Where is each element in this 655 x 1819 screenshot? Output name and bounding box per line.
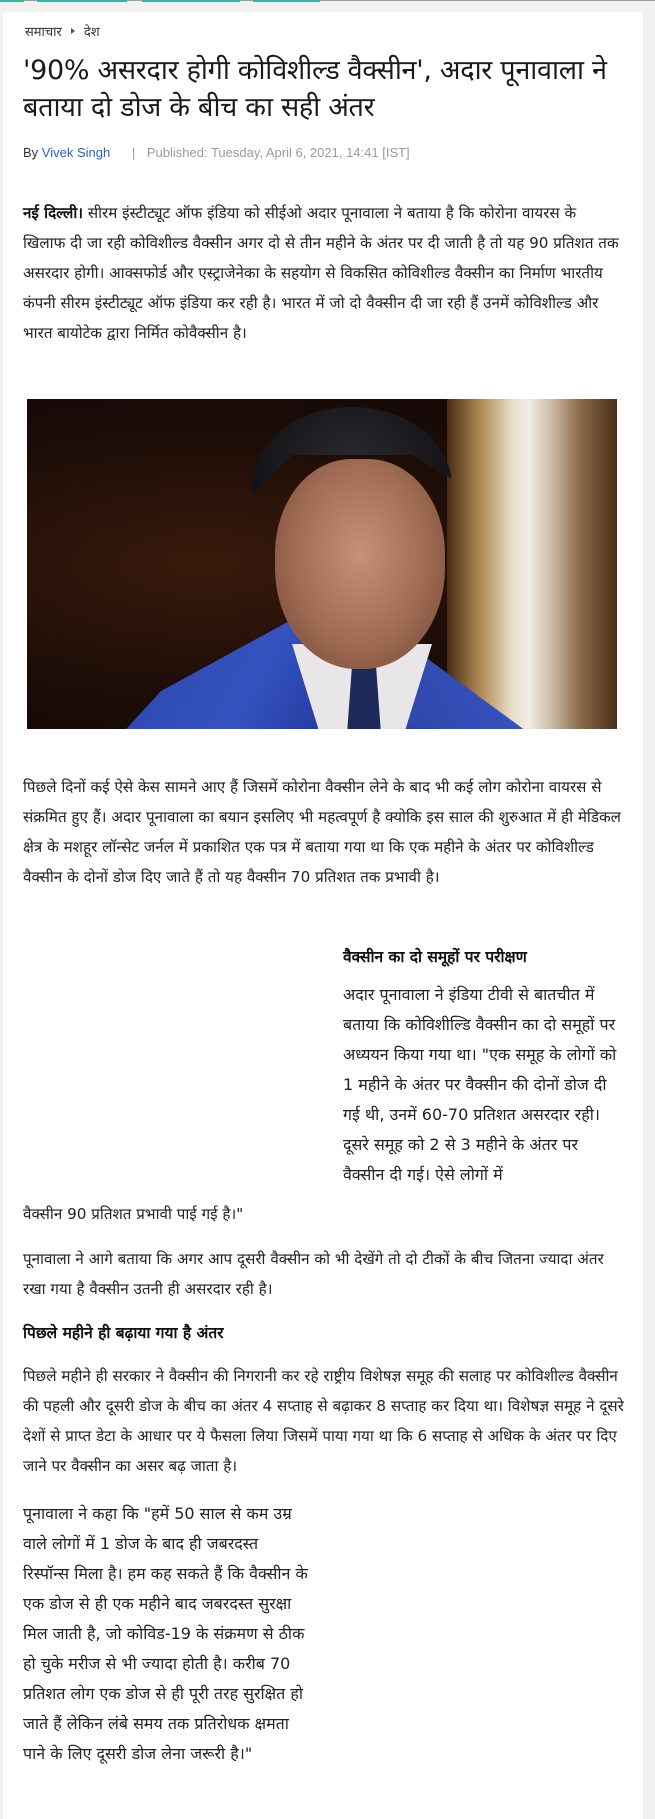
paragraph-3-continued: वैक्सीन 90 प्रतिशत प्रभावी पाई गई है।"	[23, 1205, 244, 1223]
image-curtain	[447, 399, 617, 729]
breadcrumb-item-country[interactable]: देश	[83, 25, 100, 40]
breadcrumb-item-news[interactable]: समाचार	[25, 25, 62, 40]
top-tab-2[interactable]	[37, 0, 127, 2]
top-tab-4[interactable]	[253, 0, 320, 2]
paragraph-intro	[23, 198, 623, 348]
article-card	[3, 12, 643, 1819]
ad-slot-left	[23, 942, 323, 1192]
paragraph-3: अदार पूनावाला ने इंडिया टीवी से बातचीत में बताया कि कोविशील्डि वैक्सीन का दो समूहों पर अध्ययन किया गया था। "एक समूह के लोगों को 1 महीने के अंतर पर वैक्सीन की दोनों डोज दी गई थी, उनमें 60-70 प्रतिशत असरदार रही। दूसरे समूह को 2 से 3 महीने के अंतर पर वैक्सीन दी गई। ऐसे लोगों में	[343, 985, 617, 1184]
byline-separator: |	[131, 145, 136, 160]
top-nav-strip	[0, 0, 655, 4]
image-tie	[347, 664, 381, 729]
dateline: नई दिल्ली।	[23, 204, 84, 222]
breadcrumb-arrow-icon	[71, 28, 75, 34]
published-date: Published: Tuesday, April 6, 2021, 14:41 [IST]	[146, 145, 410, 160]
hero-image	[27, 399, 617, 729]
paragraph-intro-text: सीरम इंस्टीट्यूट ऑफ इंडिया को सीईओ अदार पूनावाला ने बताया है कि कोरोना वायरस के खिलाफ दी जा रही कोविशील्ड वैक्सीन अगर दो से तीन महीने के अंतर पर दी जाती है तो यह 90 प्रतिशत तक असरदार होगी। आक्सफोर्ड और एस्ट्राजेनेका के सहयोग से विकसित कोविशील्ड वैक्सीन का निर्माण भारतीय कंपनी सीरम इंस्टीट्यूट ऑफ इंडिया कर रही है। भारत में जो दो वैक्सीन दी जा रही हैं उनमें कोविशील्ड और भारत बायोटेक द्वारा निर्मित कोवैक्सीन है।	[23, 204, 619, 342]
image-face	[275, 459, 445, 669]
paragraph-4: पूनावाला ने आगे बताया कि अगर आप दूसरी वैक्सीन को भी देखेंगे तो दो टीकों के बीच जितना ज्यादा अंतर रखा गया है वैक्सीन उतनी ही असरदार रही है।	[23, 1250, 604, 1298]
breadcrumb	[25, 22, 100, 40]
paragraph-2: पिछले दिनों कई ऐसे केस सामने आए हैं जिसमें कोरोना वैक्सीन लेने के बाद भी कई लोग कोरोना वायरस से संक्रमित हुए हैं। अदार पूनावाला का बयान इसलिए भी महत्वपूर्ण है क्योकि इस साल की शुरुआत में ही मेडिकल क्षेत्र के मशहूर लॉन्सेट जर्नल में प्रकाशित एक पत्र में बताया गया था कि एक महीने के अंतर पर कोविशील्ड वैक्सीन के दोनों डोज दिए जाते हैं तो यह वैक्सीन 70 प्रतिशत तक प्रभावी है।	[23, 778, 621, 886]
top-tab-3[interactable]	[142, 0, 240, 2]
author-link[interactable]: Vivek Singh	[41, 145, 111, 160]
top-tab-1[interactable]	[0, 0, 24, 2]
byline	[23, 145, 410, 160]
paragraph-5: पिछले महीने ही सरकार ने वैक्सीन की निगरानी कर रहे राष्ट्रीय विशेषज्ञ समूह की सलाह पर कोविशील्ड वैक्सीन की पहली और दूसरी डोज के बीच का अंतर 4 सप्ताह से बढ़ाकर 8 सप्ताह कर दिया था। विशेषज्ञ समूह ने दूसरे देशों से प्राप्त डेटा के आधार पर ये फैसला लिया जिसमें पाया गया था कि 6 सप्ताह से अधिक के अंतर पर दिए जाने पर वैक्सीन का असर बढ़ जाता है।	[23, 1367, 624, 1475]
subheading-two-groups: वैक्सीन का दो समूहों पर परीक्षण	[343, 948, 527, 966]
byline-prefix: By	[23, 145, 39, 160]
subheading-gap-increased: पिछले महीने ही बढ़ाया गया है अंतर	[23, 1324, 224, 1342]
ad-slot-right	[323, 1499, 623, 1749]
page-title: '90% असरदार होगी कोविशील्ड वैक्सीन', अदार पूनावाला ने बताया दो डोज के बीच का सही अंतर	[23, 55, 607, 123]
paragraph-6: पूनावाला ने कहा कि "हमें 50 साल से कम उम्र वाले लोगों में 1 डोज के बाद ही जबरदस्त रिस्पॉन्स मिला है। हम कह सकते हैं कि वैक्सीन के एक डोज से ही एक महीने बाद जबरदस्त सुरक्षा मिल जाती है, जो कोविड-19 के संक्रमण से ठीक हो चुके मरीज से भी ज्यादा होती है। करीब 70 प्रतिशत लोग एक डोज से ही पूरी तरह सुरक्षित हो जाते हैं लेकिन लंबे समय तक प्रतिरोधक क्षमता पाने के लिए दूसरी डोज लेना जरूरी है।"	[23, 1504, 308, 1763]
